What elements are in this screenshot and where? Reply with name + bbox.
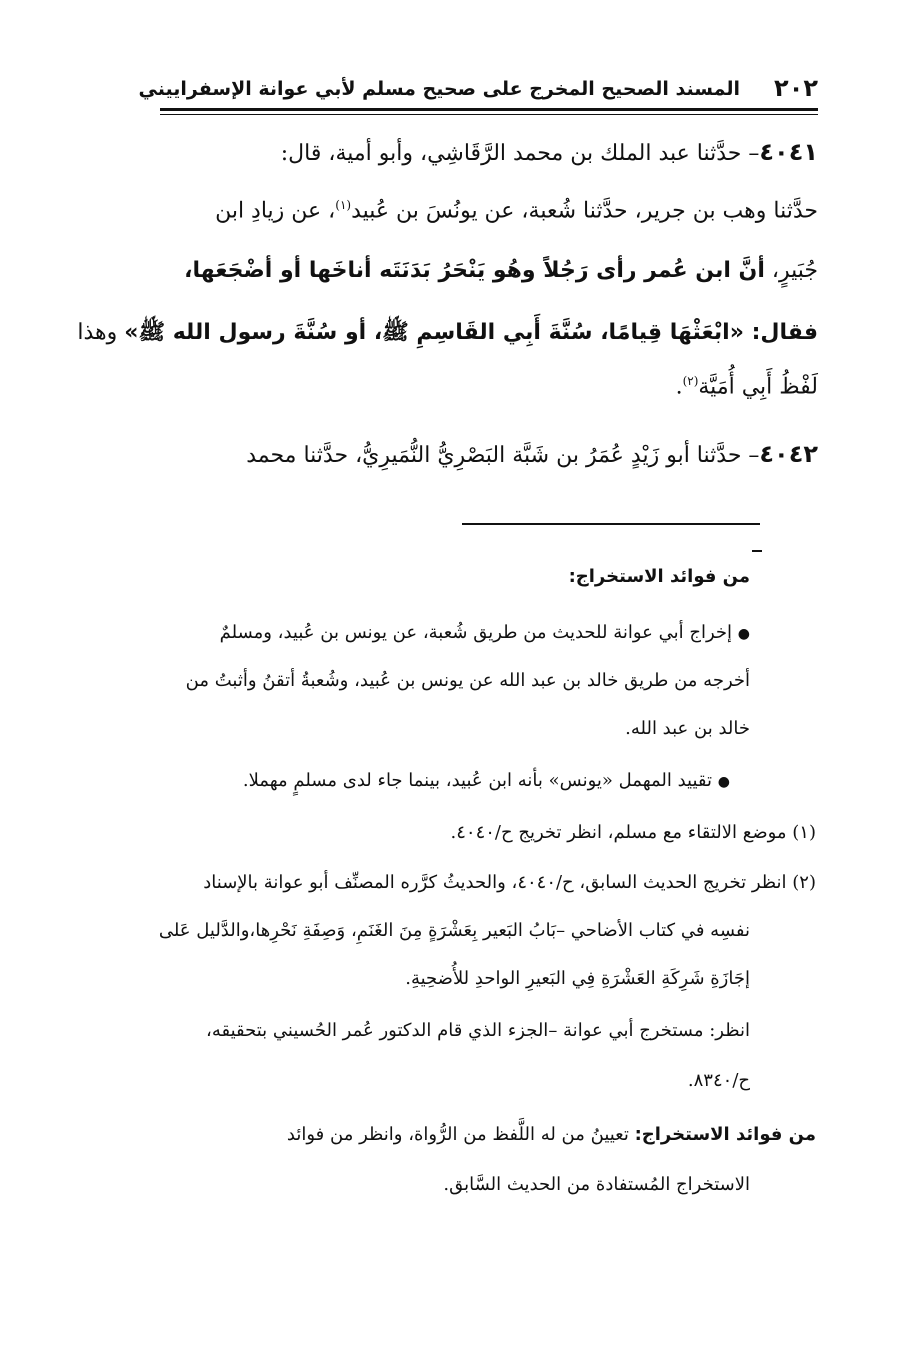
footnote-2-line-4: انظر: مستخرج أبي عوانة –الجزء الذي قام الدكتور عُمر الحُسيني بتحقيقه، bbox=[206, 1020, 750, 1041]
header-rule-thick bbox=[160, 108, 818, 111]
bullet-2 bbox=[243, 770, 730, 791]
hadith-text: حدَّثنا وهب بن جرير، حدَّثنا شُعبة، عن يونُسَ بن عُبيد bbox=[351, 198, 818, 224]
hadith-matn: فقال: bbox=[743, 320, 818, 345]
footnote-2-line-3: إجَازَةِ شَرِكَةِ العَشْرَةِ فِي البَعيرِ الواحدِ للأُضحِيةِ. bbox=[405, 968, 750, 989]
page-number: ٢٠٢ bbox=[774, 74, 818, 102]
benefits-heading: من فوائد الاستخراج: bbox=[634, 1124, 816, 1145]
bullet-1-line-2: أخرجه من طريق خالد بن عبد الله عن يونس بن عُبيد، وشُعبةُ أتقنُ وأثبتُ من bbox=[185, 670, 750, 691]
footnote-ref: (١) bbox=[335, 198, 352, 212]
footnote-separator bbox=[462, 523, 760, 525]
running-title: المسند الصحيح المخرج على صحيح مسلم لأبي عوانة الإسفراييني bbox=[138, 78, 740, 100]
hadith-number: ٤٠٤١ bbox=[759, 138, 818, 166]
hadith-text: ، عن زيادِ ابن bbox=[215, 198, 336, 224]
hadith-4042-line-1 bbox=[246, 440, 818, 468]
bullet-icon: ● bbox=[737, 626, 750, 642]
hadith-text: لَفْظُ أَبِي أُمَيَّة bbox=[698, 374, 818, 400]
footnote-text: إخراج أبي عوانة للحديث من طريق شُعبة، عن يونس بن عُبيد، ومسلمٌ bbox=[219, 622, 733, 643]
bullet-1-line-1 bbox=[220, 622, 750, 643]
footnote-2-line-1: (٢) انظر تخريج الحديث السابق، ح/٤٠٤٠، والحديثُ كرَّره المصنِّف أبو عوانة بالإسناد bbox=[203, 872, 816, 893]
final-benefit-line-1 bbox=[287, 1124, 816, 1145]
hadith-matn: «ابْعَثْهَا قِيامًا، سُنَّةَ أَبِي القَاسِمِ ﷺ، أو سُنَّةَ رسول الله ﷺ» bbox=[124, 320, 744, 345]
hadith-matn: أنَّ ابن عُمر رأى رَجُلاً وهُو يَنْحَرُ بَدَنَتَه أناخَها أو أضْجَعَها، bbox=[184, 258, 765, 283]
hadith-text: . bbox=[675, 374, 683, 400]
hadith-4041-line-4 bbox=[77, 318, 818, 350]
footnote-text: تقييد المهمل «يونس» بأنه ابن عُبيد، بينما جاء لدى مسلمٍ مهملا. bbox=[242, 770, 713, 791]
hadith-text: جُبَيرٍ، bbox=[764, 258, 818, 283]
footnote-2-line-2: نفسِه في كتاب الأضاحي –بَابُ البَعير بِعَشْرَةٍ مِنَ الغَنَمِ، وَصِفَةِ نَحْرِها،والدَّليل عَلى bbox=[158, 920, 750, 941]
hadith-text: وهذا bbox=[77, 320, 125, 345]
hadith-4041-line-3 bbox=[184, 258, 818, 283]
header-rule-thin bbox=[160, 114, 818, 115]
hadith-4041-line-2 bbox=[215, 198, 818, 223]
benefits-heading: من فوائد الاستخراج: bbox=[568, 566, 750, 587]
footnote-text: تعيينُ من له اللَّفظ من الرُّواة، وانظر من فوائد bbox=[286, 1124, 635, 1145]
final-benefit-line-2: الاستخراج المُستفادة من الحديث السَّابق. bbox=[443, 1174, 750, 1195]
footnote-1: (١) موضع الالتقاء مع مسلم، انظر تخريج ح/٤٠٤٠. bbox=[450, 822, 816, 843]
footnote-marker bbox=[752, 550, 762, 552]
hadith-number: ٤٠٤٢ bbox=[759, 440, 818, 468]
hadith-4041-line-1 bbox=[281, 138, 818, 166]
hadith-4041-line-5 bbox=[676, 374, 818, 399]
footnote-ref: (٢) bbox=[682, 374, 699, 388]
bullet-icon: ● bbox=[717, 774, 730, 790]
bullet-1-line-3: خالد بن عبد الله. bbox=[625, 718, 750, 739]
hadith-text: – حدَّثنا أبو زَيْدٍ عُمَرُ بن شَبَّة البَصْرِيُّ النُّمَيرِيُّ، حدَّثنا محمد bbox=[246, 443, 760, 468]
footnote-2-line-5: ح/٨٣٤٠. bbox=[687, 1070, 750, 1091]
hadith-text: – حدَّثنا عبد الملك بن محمد الرَّقَاشِي، وأبو أمية، قال: bbox=[280, 141, 760, 166]
